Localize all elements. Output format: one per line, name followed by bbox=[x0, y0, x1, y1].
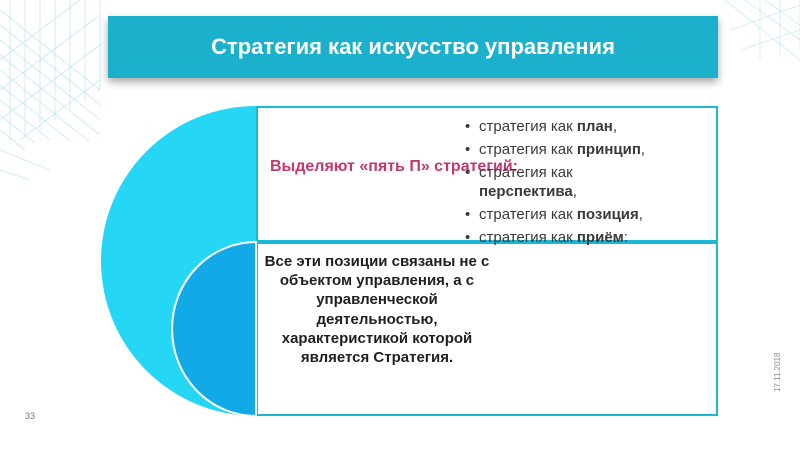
five-p-heading: Выделяют «пять П» стратегий: bbox=[270, 158, 518, 175]
list-item: • стратегия как приём: bbox=[465, 226, 645, 249]
page-number: 33 bbox=[25, 411, 36, 421]
list-item: • стратегия как позиция, bbox=[465, 203, 645, 226]
slide-date: 17.11.2018 bbox=[773, 352, 782, 392]
list-item: • стратегия как план, bbox=[465, 115, 645, 138]
slide-title: Стратегия как искусство управления bbox=[211, 34, 615, 59]
list-item: • стратегия как принцип, bbox=[465, 138, 645, 161]
strategy-list bbox=[465, 115, 645, 249]
list-item: • стратегия как перспектива, bbox=[465, 163, 645, 201]
conclusion-text: Все эти позиции связаны не с объектом управления, а с управленческой деятельностью, характеристикой которой является Стратегия. bbox=[264, 253, 490, 367]
title-bar bbox=[108, 16, 718, 78]
